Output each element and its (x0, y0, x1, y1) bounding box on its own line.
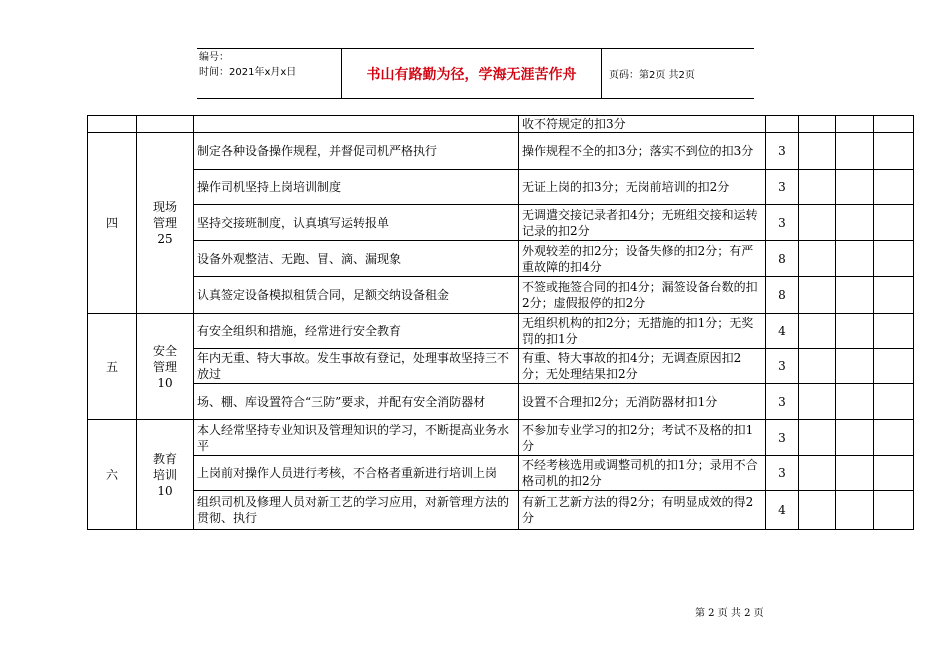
empty-cell (836, 420, 874, 456)
section-number: 四 (88, 133, 137, 314)
section-number: 五 (88, 314, 137, 420)
score-cell: 3 (766, 349, 799, 384)
requirement-cell: 坚持交接班制度，认真填写运转报单 (194, 205, 519, 241)
empty-cell (799, 349, 836, 384)
page-header (197, 48, 754, 99)
empty-cell (799, 491, 836, 530)
criteria-cell: 有新工艺新方法的得2分；有明显成效的得2分 (519, 491, 766, 530)
criteria-cell: 外观较差的扣2分；设备失修的扣2分；有严重故障的扣4分 (519, 241, 766, 277)
header-divider (601, 49, 602, 98)
empty-cell (874, 277, 914, 314)
section-title-line: 现场 (152, 200, 177, 214)
section-title (137, 420, 194, 530)
table-row (88, 205, 914, 241)
table-row (88, 170, 914, 205)
criteria-cell: 无调遣交接记录者扣4分；无班组交接和运转记录的扣2分 (519, 205, 766, 241)
criteria-cell: 有重、特大事故的扣4分；无调查原因扣2分；无处理结果扣2分 (519, 349, 766, 384)
section-title (137, 314, 194, 420)
requirement-cell: 场、棚、库设置符合“三防”要求，并配有安全消防器材 (194, 384, 519, 420)
criteria-cell: 无证上岗的扣3分；无岗前培训的扣2分 (519, 170, 766, 205)
section-title-line: 安全 (152, 343, 177, 358)
empty-cell (836, 241, 874, 277)
table-row (88, 314, 914, 349)
requirement-cell: 上岗前对操作人员进行考核，不合格者重新进行培训上岗 (194, 456, 519, 491)
score-cell: 3 (766, 133, 799, 170)
empty-cell (799, 384, 836, 420)
empty-cell (836, 491, 874, 530)
header-motto: 书山有路勤为径，学海无涯苦作舟 (366, 66, 577, 83)
requirement-cell: 制定各种设备操作规程，并督促司机严格执行 (194, 133, 519, 170)
empty-cell (874, 420, 914, 456)
requirement-cell: 本人经常坚持专业知识及管理知识的学习，不断提高业务水平 (194, 420, 519, 456)
empty-cell (874, 205, 914, 241)
empty-cell (874, 384, 914, 420)
table-row (88, 133, 914, 170)
empty-cell (836, 133, 874, 170)
criteria-cell: 不参加专业学习的扣2分；考试不及格的扣1分 (519, 420, 766, 456)
time-label: 时间：2021年x月x日 (199, 67, 297, 78)
empty-cell (874, 133, 914, 170)
table-row (88, 456, 914, 491)
empty-cell (799, 170, 836, 205)
empty-cell (836, 205, 874, 241)
empty-cell (799, 420, 836, 456)
section-title-line: 10 (157, 375, 173, 390)
table-row (88, 277, 914, 314)
empty-cell (874, 241, 914, 277)
empty-cell (799, 133, 836, 170)
criteria-cell: 不经考核选用或调整司机的扣1分；录用不合格司机的扣2分 (519, 456, 766, 491)
empty-cell (874, 456, 914, 491)
score-cell: 3 (766, 456, 799, 491)
criteria-cell: 不签或拖签合同的扣4分；漏签设备台数的扣2分；虚假报停的扣2分 (519, 277, 766, 314)
empty-cell (874, 349, 914, 384)
section-title-line: 25 (157, 232, 173, 246)
empty-cell (836, 384, 874, 420)
score-cell: 4 (766, 314, 799, 349)
criteria-cell: 操作规程不全的扣3分；落实不到位的扣3分 (519, 133, 766, 170)
requirement-cell: 操作司机坚持上岗培训制度 (194, 170, 519, 205)
criteria-cell: 收不符规定的扣3分 (519, 116, 766, 133)
section-title (137, 133, 194, 314)
empty-cell (874, 314, 914, 349)
header-page-label: 页码：第2页 共2页 (609, 70, 695, 81)
empty-cell (799, 277, 836, 314)
empty-cell (799, 205, 836, 241)
section-title-line: 管理 (152, 359, 177, 374)
score-cell: 4 (766, 491, 799, 530)
empty-cell (836, 349, 874, 384)
table-row (88, 491, 914, 530)
table-row (88, 241, 914, 277)
section-title-line: 10 (157, 483, 173, 498)
requirement-cell: 有安全组织和措施，经常进行安全教育 (194, 314, 519, 349)
requirement-cell: 设备外观整洁、无跑、冒、滴、漏现象 (194, 241, 519, 277)
empty-cell (874, 491, 914, 530)
score-cell: 3 (766, 205, 799, 241)
score-cell: 8 (766, 241, 799, 277)
criteria-cell: 设置不合理扣2分；无消防器材扣1分 (519, 384, 766, 420)
section-title-line: 管理 (152, 216, 177, 230)
requirement-cell: 认真签定设备模拟租赁合同，足额交纳设备租金 (194, 277, 519, 314)
empty-cell (836, 277, 874, 314)
table-row (88, 420, 914, 456)
score-cell: 3 (766, 170, 799, 205)
empty-cell (799, 314, 836, 349)
header-meta (199, 50, 339, 97)
assessment-table (87, 115, 914, 530)
empty-cell (799, 456, 836, 491)
empty-cell (836, 170, 874, 205)
table-row (88, 384, 914, 420)
score-cell: 3 (766, 384, 799, 420)
score-cell: 8 (766, 277, 799, 314)
empty-cell (799, 241, 836, 277)
empty-cell (836, 314, 874, 349)
requirement-cell: 年内无重、特大事故。发生事故有登记，处理事故坚持三不放过 (194, 349, 519, 384)
section-title-line: 教育 (152, 451, 177, 466)
section-number: 六 (88, 420, 137, 530)
criteria-cell: 无组织机构的扣2分；无措施的扣1分；无奖罚的扣1分 (519, 314, 766, 349)
number-label: 编号： (199, 52, 229, 63)
empty-cell (874, 170, 914, 205)
requirement-cell: 组织司机及修理人员对新工艺的学习应用，对新管理方法的贯彻、执行 (194, 491, 519, 530)
table-row (88, 116, 914, 133)
table-body (88, 116, 914, 530)
section-title-line: 培训 (152, 467, 177, 482)
score-cell: 3 (766, 420, 799, 456)
page-footer: 第 2 页 共 2 页 (695, 608, 764, 619)
empty-cell (836, 456, 874, 491)
table-row (88, 349, 914, 384)
